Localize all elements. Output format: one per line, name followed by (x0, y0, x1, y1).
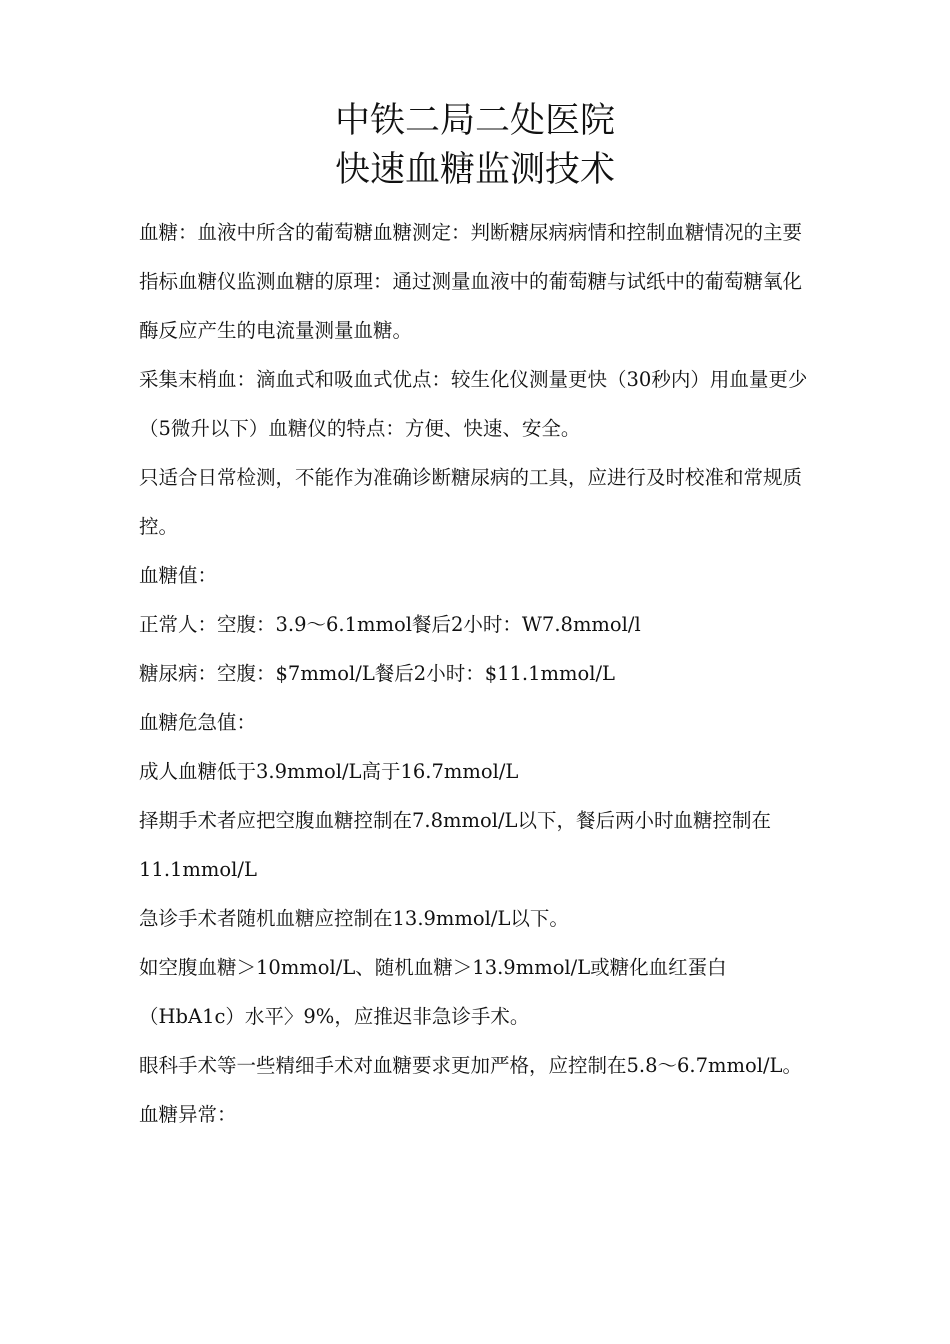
document-body (139, 208, 819, 1139)
paragraph-glucose-values-heading: 血糖值： (139, 564, 218, 587)
paragraph-postpone-criteria-cont: （HbA1c）水平〉9%，应推迟非急诊手术。 (139, 1005, 530, 1028)
paragraph-elective-surgery: 择期手术者应把空腹血糖控制在7.8mmol/L以下，餐后两小时血糖控制在11.1mmol/L (139, 809, 771, 881)
paragraph-diabetes-values: 糖尿病：空腹：$7mmol/L餐后2小时：$11.1mmol/L (139, 662, 615, 685)
document-title-line2: 快速血糖监测技术 (334, 150, 615, 190)
paragraph-normal-values: 正常人：空腹：3.9〜6.1mmol餐后2小时：W7.8mmol/l (139, 613, 641, 636)
paragraph-definition: 血糖：血液中所含的葡萄糖血糖测定：判断糖尿病病情和控制血糖情况的主要指标血糖仪监测血糖的原理：通过测量血液中的葡萄糖与试纸中的葡萄糖氧化酶反应产生的电流量测量血糖。 (139, 221, 803, 342)
paragraph-eye-surgery: 眼科手术等一些精细手术对血糖要求更加严格，应控制在5.8〜6.7mmol/L。 (139, 1054, 803, 1077)
document-title-line1: 中铁二局二处医院 (334, 101, 615, 141)
paragraph-critical-heading: 血糖危急值： (139, 711, 257, 734)
paragraph-postpone-criteria: 如空腹血糖＞10mmol/L、随机血糖＞13.9mmol/L或糖化血红蛋白 (139, 956, 727, 979)
paragraph-emergency-surgery: 急诊手术者随机血糖应控制在13.9mmol/L以下。 (139, 907, 569, 930)
paragraph-sampling: 采集末梢血：滴血式和吸血式优点：较生化仪测量更快（30秒内）用血量更少（5微升以下）血糖仪的特点：方便、快速、安全。 (139, 368, 808, 440)
paragraph-usage-note: 只适合日常检测，不能作为准确诊断糖尿病的工具，应进行及时校准和常规质控。 (139, 466, 803, 538)
paragraph-critical-values: 成人血糖低于3.9mmol/L高于16.7mmol/L (139, 760, 519, 783)
paragraph-abnormal-heading: 血糖异常： (139, 1103, 237, 1126)
